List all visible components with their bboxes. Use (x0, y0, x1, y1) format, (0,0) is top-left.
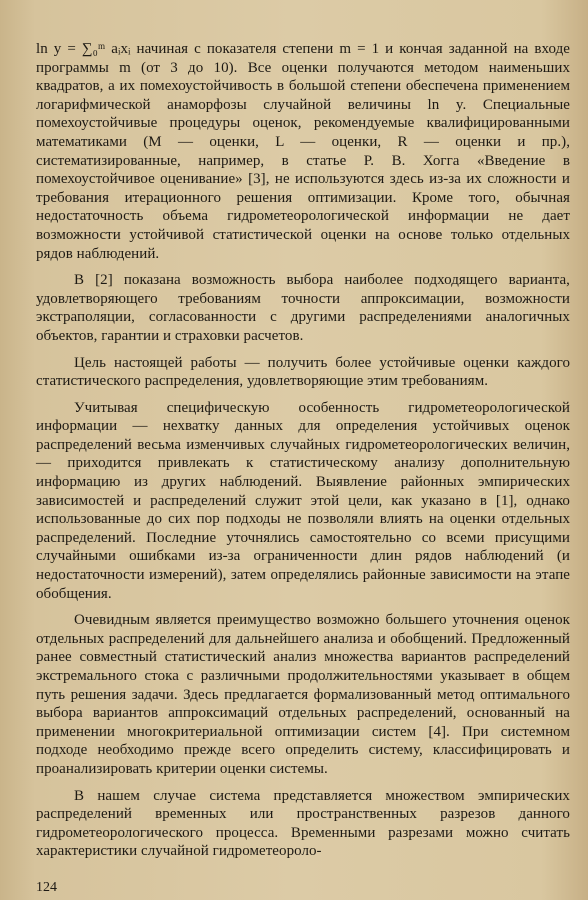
paragraph-continuation: ln y = ∑₀ᵐ aᵢxᵢ начиная с показателя степени m = 1 и кончая заданной на входе программы m (от 3 до 10). Все оценки получаются методом наименьших квадратов, а их помехоустойчивость в большой степени обеспечена применением логарифмической анаморфозы случайной величины ln y. Специальные помехоустойчивые процедуры оценок, рекомендуемые квалифицированными математиками (M — оценки, L — оценки, R — оценки и пр.), систематизированные, например, в статье Р. В. Хогга «Введение в помехоустойчивое оценивание» [3], не используются здесь из-за их сложности и требования итерационного решения оптимизации. Кроме того, обычная недостаточность объема гидрометеорологической информации не дает возможности устойчивой статистической оценки на основе только отдельных рядов наблюдений. (36, 41, 570, 262)
paragraph-specifics: Учитывая специфическую особенность гидрометеорологической информации — нехватку данных для определения устойчивых оценок распределений весьма изменчивых случайных гидрометеорологических величин, — приходится привлекать к статистическому анализу дополнительную информацию из других наблюдений. Выявление районных эмпирических зависимостей и распределений служит этой цели, как указано в [1], однако использованные до сих пор подходы не позволяли влиять на оценки отдельных распределений. Последние уточнялись самостоятельно со всеми присущими случайными ошибками из-за ограниченности длин рядов наблюдений (и недостаточности измерений), затем определялись районные зависимости на этапе обобщения. (36, 399, 570, 602)
paragraph-variant-selection: В [2] показана возможность выбора наиболее подходящего варианта, удовлетворяющего требованиям точности аппроксимации, возможности экстраполяции, согласованности с другими распределениями аналогичных объектов, гарантии и страховки расчетов. (36, 272, 570, 344)
body-text (36, 40, 570, 869)
paragraph-system: В нашем случае система представляется множеством эмпирических распределений временных или пространственных разрезов данного гидрометеорологического процесса. Временными разрезами можно считать характеристики случайной гидрометеороло- (36, 787, 570, 860)
paragraph-goal: Цель настоящей работы — получить более устойчивые оценки каждого статистического распределения, удовлетворяющие этим требованиям. (36, 354, 570, 390)
paragraph-advantage: Очевидным является преимущество возможно большего уточнения оценок отдельных распределений для дальнейшего анализа и обобщений. Предложенный ранее совместный статистический анализ множества вариантов распределений экстремального стока с различными продолжительностями указывает в общем путь решения задачи. Здесь предлагается формализованный метод оптимального выбора вариантов аппроксимаций отдельных распределений, основанный на применении многокритериальной оптимизации систем [4]. При системном подходе необходимо прежде всего определить систему, классифицировать и проанализировать критерии оценки системы. (36, 612, 570, 777)
page-number: 124 (36, 880, 57, 895)
